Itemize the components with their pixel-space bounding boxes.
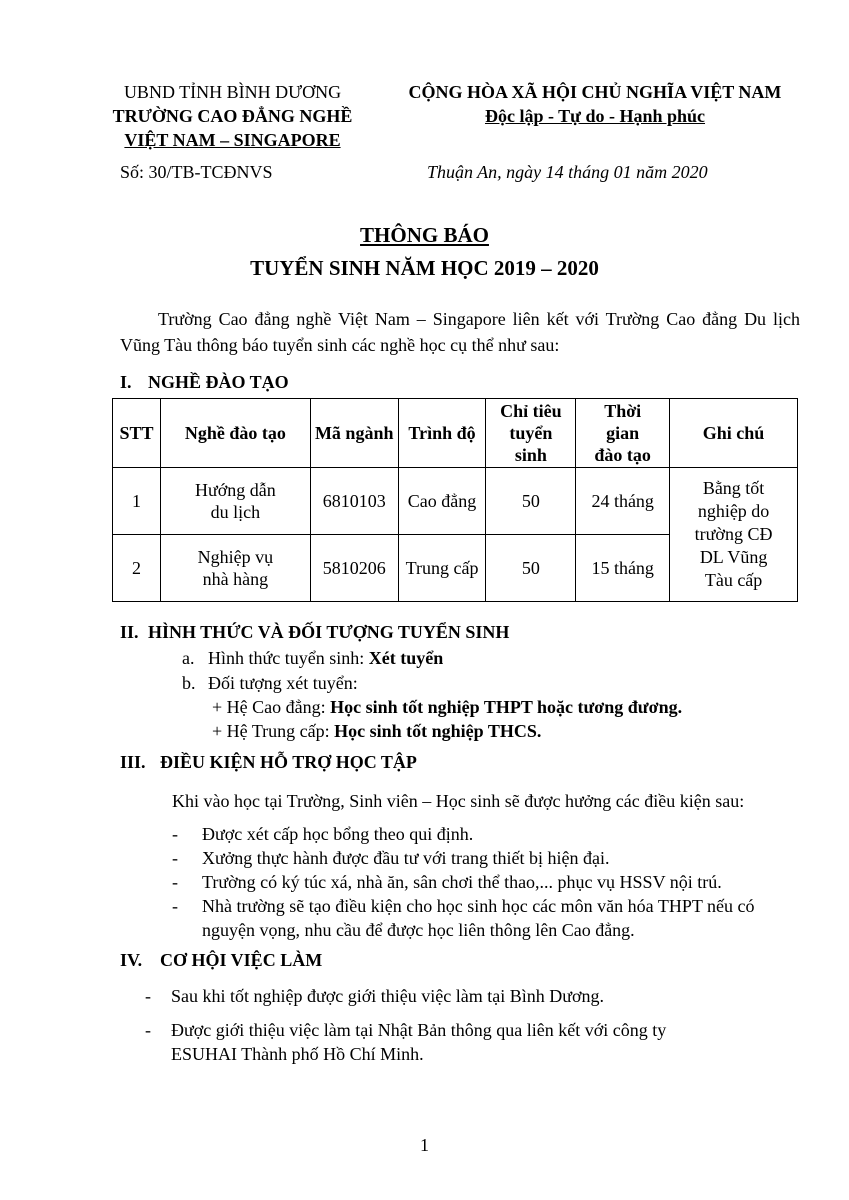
org-line-3: VIỆT NAM – SINGAPORE	[124, 130, 341, 150]
column-header: Mã ngành	[310, 399, 398, 468]
intro-paragraph: Trường Cao đẳng nghề Việt Nam – Singapore liên kết với Trường Cao đẳng Du lịch Vũng Tàu thông báo tuyển sinh các nghề học cụ thể như sau:	[120, 309, 800, 355]
plus2-value: Học sinh tốt nghiệp THCS.	[334, 721, 542, 741]
list-item	[172, 822, 802, 846]
cell-code: 5810206	[310, 535, 398, 602]
column-header: Trình độ	[398, 399, 486, 468]
item-b-label: b.	[182, 673, 196, 693]
organization-header	[100, 80, 365, 152]
country-motto: Độc lập - Tự do - Hạnh phúc	[484, 106, 706, 126]
list-item	[145, 1018, 725, 1066]
section-3-number: III.	[120, 752, 146, 772]
list-item	[172, 846, 802, 870]
section-4-heading	[120, 950, 322, 971]
list-item	[145, 984, 785, 1008]
document-title: THÔNG BÁO	[360, 223, 489, 247]
cell-program: Hướng dẫn du lịch	[160, 468, 310, 535]
bullet-dash: -	[172, 848, 178, 868]
column-header: Thời gian đào tạo	[576, 399, 670, 468]
org-line-2: TRƯỜNG CAO ĐẲNG NGHỀ	[112, 106, 353, 126]
plus2-text: + Hệ Trung cấp:	[212, 721, 335, 741]
section-1-title: NGHỀ ĐÀO TẠO	[148, 372, 289, 392]
list-item-text: Trường có ký túc xá, nhà ăn, sân chơi thể thao,... phục vụ HSSV nội trú.	[202, 872, 722, 892]
section-2-title: HÌNH THỨC VÀ ĐỐI TƯỢNG TUYỂN SINH	[148, 622, 510, 642]
cell-quota: 50	[486, 468, 576, 535]
bullet-dash: -	[172, 824, 178, 844]
column-header: STT	[113, 399, 161, 468]
item-a-label: a.	[182, 648, 195, 668]
country-header	[395, 80, 795, 128]
section-1-heading	[120, 372, 289, 393]
page-number: 1	[420, 1135, 429, 1155]
item-b	[182, 671, 358, 695]
bullet-dash: -	[172, 896, 178, 916]
list-item-text: Nhà trường sẽ tạo điều kiện cho học sinh học các môn văn hóa THPT nếu có nguyện vọng, nhu cầu để được học liên thông lên Cao đẳng.	[202, 896, 755, 940]
cell-stt: 1	[113, 468, 161, 535]
table-row	[113, 468, 798, 535]
cell-code: 6810103	[310, 468, 398, 535]
bullet-dash: -	[172, 872, 178, 892]
plus1-text: + Hệ Cao đẳng:	[212, 697, 331, 717]
section-3-heading	[120, 752, 417, 773]
section-4-title: CƠ HỘI VIỆC LÀM	[160, 950, 323, 970]
section-2-number: II.	[120, 622, 139, 642]
section-3-title: ĐIỀU KIỆN HỖ TRỢ HỌC TẬP	[160, 752, 417, 772]
section-3-lead: Khi vào học tại Trường, Sinh viên – Học sinh sẽ được hưởng các điều kiện sau:	[172, 791, 745, 811]
document-subtitle: TUYỂN SINH NĂM HỌC 2019 – 2020	[250, 256, 599, 280]
list-item-text: Được xét cấp học bổng theo qui định.	[202, 824, 474, 844]
item-plus-cao-dang	[212, 695, 682, 719]
column-header: Ghi chú	[670, 399, 798, 468]
cell-program: Nghiệp vụ nhà hàng	[160, 535, 310, 602]
item-a-text: Hình thức tuyển sinh:	[208, 648, 369, 668]
bullet-dash: -	[145, 986, 151, 1006]
org-line-1: UBND TỈNH BÌNH DƯƠNG	[123, 82, 342, 102]
cell-duration: 24 tháng	[576, 468, 670, 535]
section-1-number: I.	[120, 372, 132, 392]
item-a	[182, 646, 443, 670]
list-item	[172, 870, 802, 894]
column-header: Nghề đào tạo	[160, 399, 310, 468]
list-item-text: Sau khi tốt nghiệp được giới thiệu việc làm tại Bình Dương.	[171, 986, 605, 1006]
item-plus-trung-cap	[212, 719, 541, 743]
country-name: CỘNG HÒA XÃ HỘI CHỦ NGHĨA VIỆT NAM	[408, 82, 782, 102]
place-date: Thuận An, ngày 14 tháng 01 năm 2020	[427, 162, 708, 182]
cell-duration: 15 tháng	[576, 535, 670, 602]
document-number: Số: 30/TB-TCĐNVS	[120, 162, 273, 182]
cell-quota: 50	[486, 535, 576, 602]
list-item-text: Được giới thiệu việc làm tại Nhật Bản thông qua liên kết với công ty ESUHAI Thành phố Hồ Chí Minh.	[171, 1020, 667, 1064]
cell-note: Bằng tốt nghiệp do trường CĐ DL Vũng Tàu cấp	[670, 468, 798, 602]
list-item	[172, 894, 802, 942]
table-header-row	[113, 399, 798, 468]
item-b-text: Đối tượng xét tuyển:	[208, 673, 358, 693]
programs-table	[112, 398, 798, 602]
cell-level: Cao đẳng	[398, 468, 486, 535]
column-header: Chỉ tiêu tuyển sinh	[486, 399, 576, 468]
list-item-text: Xưởng thực hành được đầu tư với trang thiết bị hiện đại.	[202, 848, 610, 868]
item-a-value: Xét tuyển	[368, 648, 444, 668]
section-2-heading	[120, 622, 509, 643]
plus1-value: Học sinh tốt nghiệp THPT hoặc tương đương.	[330, 697, 683, 717]
cell-stt: 2	[113, 535, 161, 602]
section-4-number: IV.	[120, 950, 143, 970]
cell-level: Trung cấp	[398, 535, 486, 602]
bullet-dash: -	[145, 1020, 151, 1040]
